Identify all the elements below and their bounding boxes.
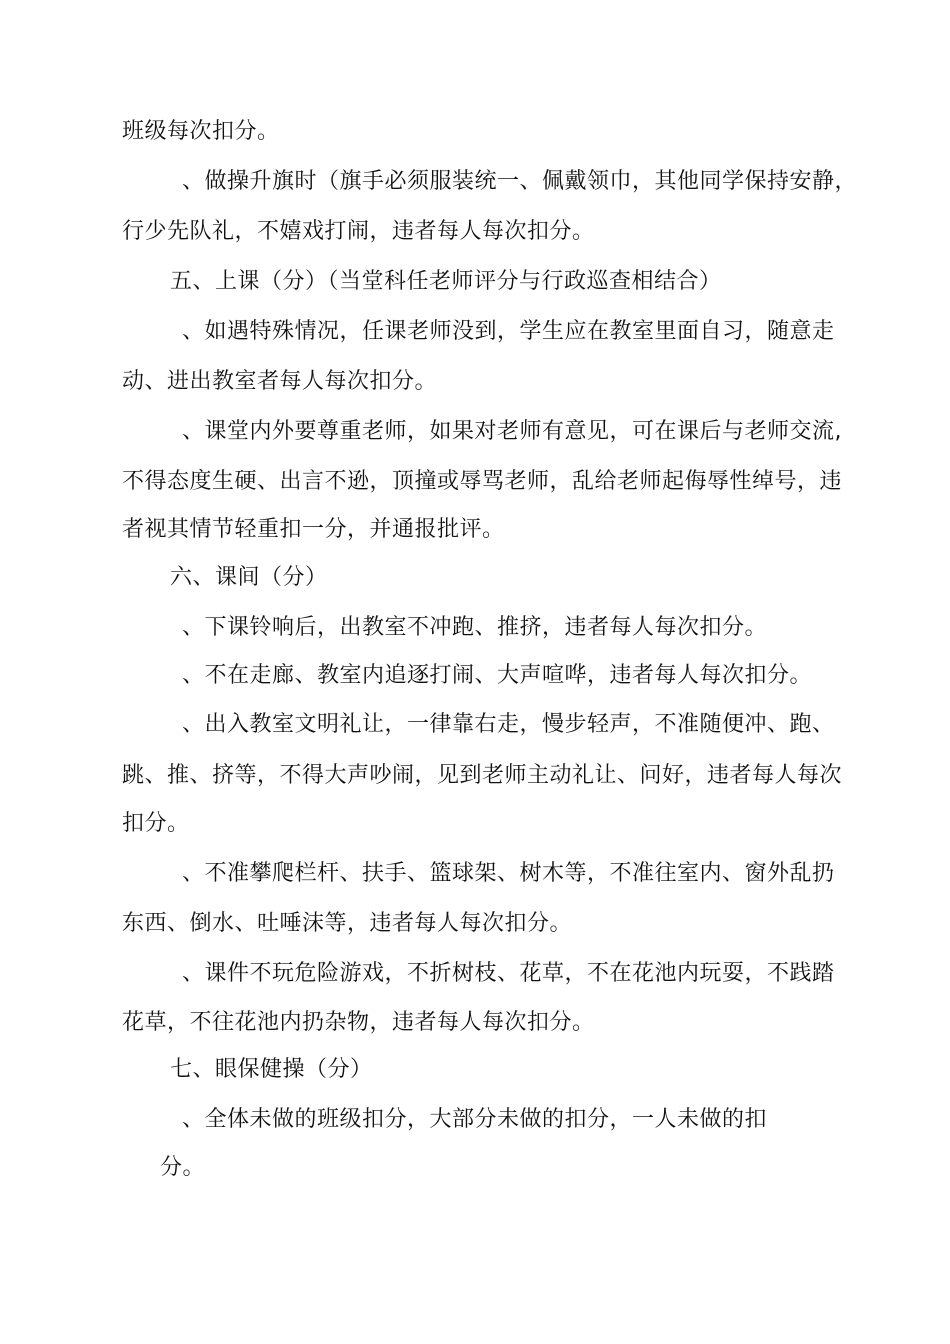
text-line: 班级每次扣分。: [122, 119, 280, 144]
text-line: 动、进出教室者每人每次扣分。: [122, 369, 438, 394]
text-line: 分。: [160, 1155, 206, 1180]
text-line: 花草，不往花池内扔杂物，违者每人每次扣分。: [122, 1010, 595, 1035]
section-heading: 七、眼保健操（分）: [170, 1057, 373, 1082]
text-line: 扣分。: [122, 811, 190, 836]
text-line: 、不在走廊、教室内追逐打闹、大声喧哗，违者每人每次扣分。: [182, 663, 813, 688]
text-line: 、不准攀爬栏杆、扶手、篮球架、树木等，不准往室内、窗外乱扔: [182, 861, 835, 886]
text-line: 者视其情节轻重扣一分，并通报批评。: [122, 517, 505, 542]
section-heading: 五、上课（分）（当堂科任老师评分与行政巡查相结合）: [170, 269, 722, 294]
text-line: 、如遇特殊情况，任课老师没到，学生应在教室里面自习，随意走: [182, 319, 835, 344]
text-line: 、课堂内外要尊重老师，如果对老师有意见，可在课后与老师交流,: [182, 419, 842, 444]
text-line: 跳、推、挤等，不得大声吵闹，见到老师主动礼让、问好，违者每人每次: [122, 763, 843, 788]
text-line: 、课件不玩危险游戏，不折树枝、花草，不在花池内玩耍，不践踏: [182, 961, 835, 986]
text-line: 东西、倒水、吐唾沫等，违者每人每次扣分。: [122, 911, 573, 936]
text-line: 、做操升旗时（旗手必须服装统一、佩戴领巾，其他同学保持安静，: [182, 169, 858, 194]
section-heading: 六、课间（分）: [170, 565, 328, 590]
text-line: 、全体未做的班级扣分，大部分未做的扣分，一人未做的扣: [182, 1107, 768, 1132]
text-line: 、下课铃响后，出教室不冲跑、推挤，违者每人每次扣分。: [182, 615, 768, 640]
text-line: 行少先队礼，不嬉戏打闹，违者每人每次扣分。: [122, 219, 595, 244]
text-line: 不得态度生硬、出言不逊，顶撞或辱骂老师，乱给老师起侮辱性绰号，违: [122, 469, 843, 494]
text-line: 、出入教室文明礼让，一律靠右走，慢步轻声，不准随便冲、跑、: [182, 712, 835, 737]
